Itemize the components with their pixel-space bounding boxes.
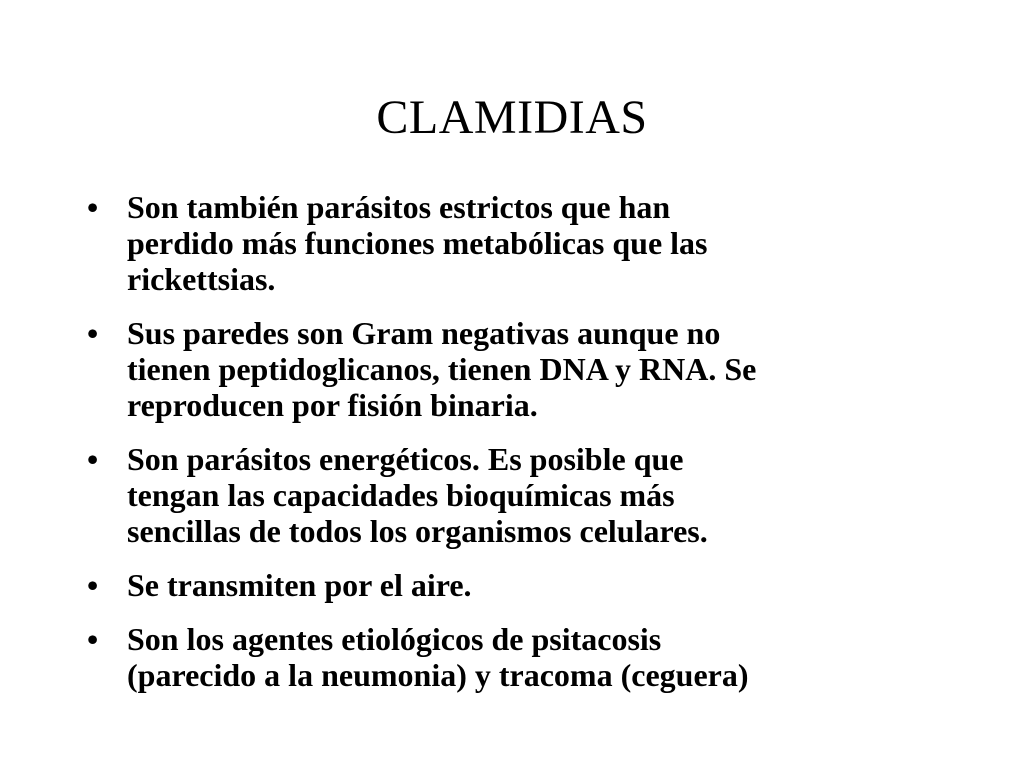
bullet-item <box>87 441 967 549</box>
bullet-line: tengan las capacidades bioquímicas más <box>127 477 675 513</box>
bullet-text <box>127 315 967 423</box>
bullet-text <box>127 567 967 603</box>
bullet-dot-icon: • <box>87 567 99 603</box>
bullet-dot-icon: • <box>87 315 99 351</box>
bullet-line: rickettsias. <box>127 261 276 297</box>
bullet-item <box>87 315 967 423</box>
bullet-line: (parecido a la neumonia) y tracoma (ceguera) <box>127 657 749 693</box>
bullet-dot-icon: • <box>87 621 99 657</box>
bullet-item <box>87 621 967 693</box>
bullet-line: Son parásitos energéticos. Es posible que <box>127 441 684 477</box>
bullet-line: perdido más funciones metabólicas que las <box>127 225 708 261</box>
bullet-line: Son también parásitos estrictos que han <box>127 189 671 225</box>
bullet-text <box>127 621 967 693</box>
bullet-item <box>87 567 967 603</box>
slide-title: CLAMIDIAS <box>376 91 648 144</box>
bullet-dot-icon: • <box>87 441 99 477</box>
bullet-line: sencillas de todos los organismos celulares. <box>127 513 708 549</box>
bullet-list <box>87 189 967 711</box>
bullet-line: reproducen por fisión binaria. <box>127 387 538 423</box>
bullet-text <box>127 441 967 549</box>
bullet-text <box>127 189 967 297</box>
bullet-dot-icon: • <box>87 189 99 225</box>
bullet-line: Sus paredes son Gram negativas aunque no <box>127 315 721 351</box>
bullet-item <box>87 189 967 297</box>
bullet-line: Se transmiten por el aire. <box>127 567 472 603</box>
bullet-line: Son los agentes etiológicos de psitacosis <box>127 621 662 657</box>
bullet-line: tienen peptidoglicanos, tienen DNA y RNA. Se <box>127 351 757 387</box>
